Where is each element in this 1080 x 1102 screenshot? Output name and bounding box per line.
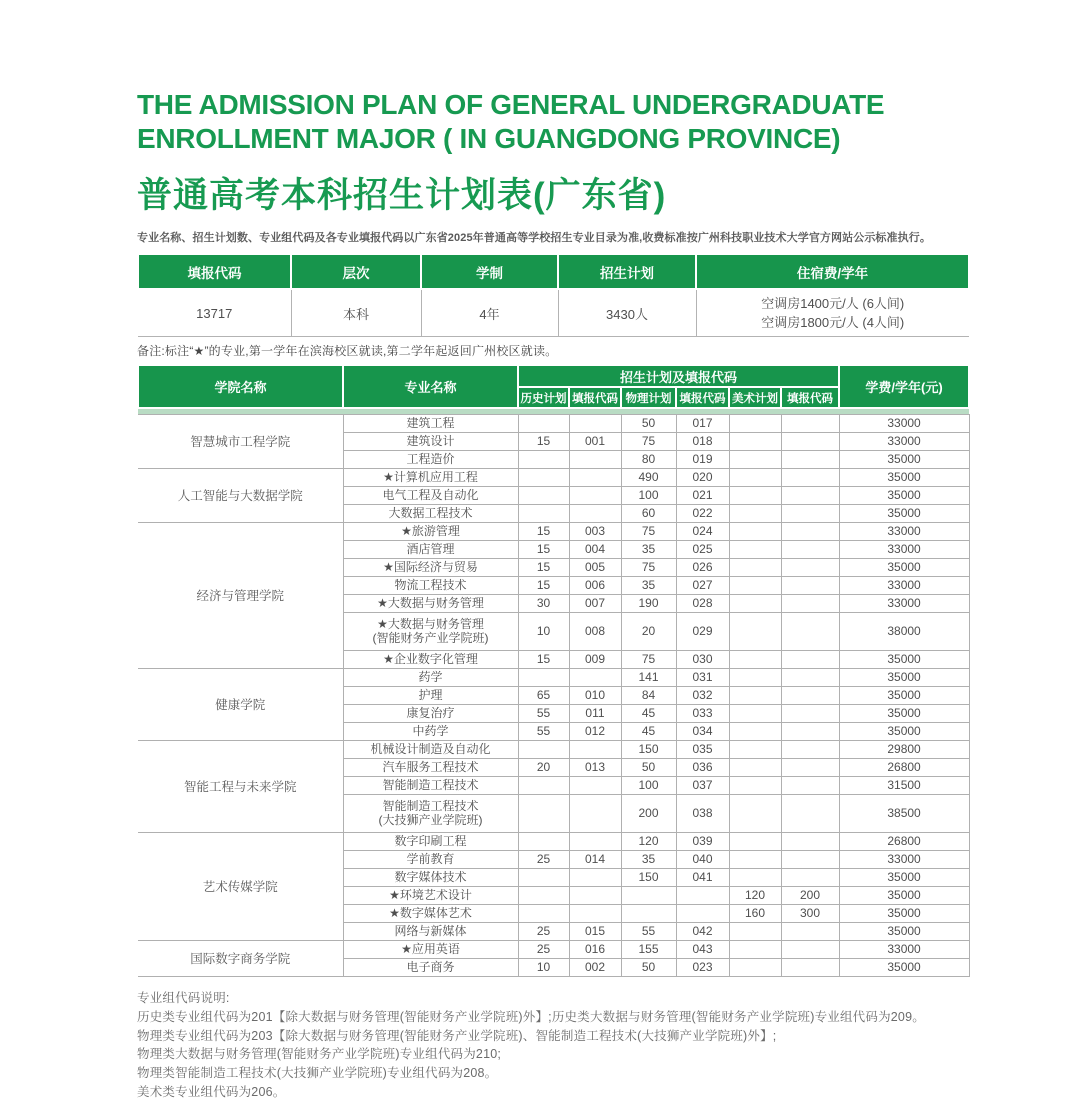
history-code-cell: 011 (569, 705, 621, 723)
info-header-housing: 住宿费/学年 (696, 254, 969, 289)
history-plan-cell: 15 (518, 541, 569, 559)
art-plan-cell (729, 795, 781, 833)
history-code-cell: 004 (569, 541, 621, 559)
physics-plan-cell: 35 (621, 541, 676, 559)
history-plan-cell: 15 (518, 651, 569, 669)
footnote-line: 美术类专业组代码为206。 (137, 1084, 286, 1099)
history-plan-cell (518, 505, 569, 523)
history-code-cell: 003 (569, 523, 621, 541)
tuition-cell: 35000 (839, 905, 969, 923)
college-name-cell: 艺术传媒学院 (138, 833, 343, 941)
physics-code-cell: 020 (676, 469, 729, 487)
history-code-cell (569, 415, 621, 433)
tuition-cell: 35000 (839, 887, 969, 905)
info-header-level: 层次 (291, 254, 421, 289)
major-name-cell: 物流工程技术 (343, 577, 518, 595)
major-name-cell: 大数据工程技术 (343, 505, 518, 523)
major-name-cell: 智能制造工程技术 (343, 777, 518, 795)
art-code-cell: 200 (781, 887, 839, 905)
history-code-cell: 009 (569, 651, 621, 669)
table-row (138, 523, 969, 541)
art-code-cell (781, 723, 839, 741)
info-table (137, 253, 970, 337)
info-header-duration: 学制 (421, 254, 558, 289)
history-code-cell: 013 (569, 759, 621, 777)
art-code-cell (781, 541, 839, 559)
physics-code-cell: 025 (676, 541, 729, 559)
major-name-cell: 电子商务 (343, 959, 518, 977)
art-plan-cell (729, 487, 781, 505)
subtitle-note: 专业名称、招生计划数、专业组代码及各专业填报代码以广东省2025年普通高等学校招生专业目录为准,收费标准按广州科技职业技术大学官方网站公示标准执行。 (137, 232, 931, 245)
physics-code-cell: 023 (676, 959, 729, 977)
tuition-cell: 33000 (839, 541, 969, 559)
physics-code-cell: 028 (676, 595, 729, 613)
physics-code-cell: 026 (676, 559, 729, 577)
art-code-cell (781, 669, 839, 687)
major-name-cell: ★大数据与财务管理 (智能财务产业学院班) (343, 613, 518, 651)
history-plan-cell: 15 (518, 433, 569, 451)
art-code-cell (781, 433, 839, 451)
art-plan-cell (729, 777, 781, 795)
major-name-cell: ★企业数字化管理 (343, 651, 518, 669)
footnote-line: 专业组代码说明: (137, 991, 230, 1006)
tuition-cell: 29800 (839, 741, 969, 759)
footnote-line: 物理类智能制造工程技术(大技狮产业学院班)专业组代码为208。 (137, 1066, 498, 1081)
tuition-cell: 33000 (839, 577, 969, 595)
history-plan-cell (518, 795, 569, 833)
tuition-cell: 35000 (839, 469, 969, 487)
history-plan-cell: 65 (518, 687, 569, 705)
tuition-cell: 35000 (839, 505, 969, 523)
art-code-cell (781, 415, 839, 433)
history-plan-cell: 10 (518, 613, 569, 651)
art-plan-cell (729, 687, 781, 705)
physics-plan-cell: 100 (621, 487, 676, 505)
history-code-cell: 010 (569, 687, 621, 705)
table-row (138, 833, 969, 851)
history-code-cell (569, 777, 621, 795)
art-code-cell (781, 687, 839, 705)
college-name-cell: 国际数字商务学院 (138, 941, 343, 977)
major-name-cell: 建筑设计 (343, 433, 518, 451)
history-plan-cell (518, 905, 569, 923)
college-name-cell: 健康学院 (138, 669, 343, 741)
history-code-cell: 005 (569, 559, 621, 577)
physics-plan-cell: 60 (621, 505, 676, 523)
tuition-cell: 35000 (839, 669, 969, 687)
tuition-cell: 35000 (839, 869, 969, 887)
major-name-cell: ★数字媒体艺术 (343, 905, 518, 923)
info-code-cell: 13717 (138, 289, 291, 337)
info-table-value-row (138, 289, 969, 337)
history-plan-cell (518, 777, 569, 795)
art-code-cell (781, 795, 839, 833)
physics-code-cell: 031 (676, 669, 729, 687)
history-plan-cell: 55 (518, 723, 569, 741)
art-code-cell (781, 923, 839, 941)
page-content (137, 0, 968, 1102)
tuition-cell: 35000 (839, 651, 969, 669)
physics-plan-cell: 190 (621, 595, 676, 613)
physics-code-cell: 017 (676, 415, 729, 433)
info-level-cell: 本科 (291, 289, 421, 337)
header-college: 学院名称 (138, 365, 343, 408)
footnote-line: 物理类大数据与财务管理(智能财务产业学院班)专业组代码为210; (137, 1047, 502, 1062)
art-code-cell (781, 705, 839, 723)
art-plan-cell: 160 (729, 905, 781, 923)
history-plan-cell: 15 (518, 523, 569, 541)
physics-plan-cell: 75 (621, 523, 676, 541)
physics-code-cell: 034 (676, 723, 729, 741)
art-plan-cell (729, 559, 781, 577)
tuition-cell: 35000 (839, 959, 969, 977)
art-plan-cell (729, 759, 781, 777)
art-code-cell (781, 777, 839, 795)
art-plan-cell (729, 415, 781, 433)
physics-plan-cell: 84 (621, 687, 676, 705)
art-code-cell (781, 595, 839, 613)
art-plan-cell (729, 741, 781, 759)
physics-plan-cell: 75 (621, 559, 676, 577)
tuition-cell: 35000 (839, 687, 969, 705)
major-name-cell: ★大数据与财务管理 (343, 595, 518, 613)
physics-plan-cell: 20 (621, 613, 676, 651)
history-plan-cell (518, 469, 569, 487)
art-code-cell (781, 833, 839, 851)
art-code-cell (781, 741, 839, 759)
major-name-cell: 工程造价 (343, 451, 518, 469)
header-tuition: 学费/学年(元) (839, 365, 969, 408)
art-code-cell (781, 869, 839, 887)
history-plan-cell: 20 (518, 759, 569, 777)
art-plan-cell: 120 (729, 887, 781, 905)
physics-code-cell: 018 (676, 433, 729, 451)
physics-plan-cell: 75 (621, 433, 676, 451)
history-code-cell (569, 833, 621, 851)
art-plan-cell (729, 833, 781, 851)
art-plan-cell (729, 869, 781, 887)
history-code-cell (569, 887, 621, 905)
physics-plan-cell: 45 (621, 723, 676, 741)
history-code-cell (569, 451, 621, 469)
page-title-english-line1: THE ADMISSION PLAN OF GENERAL UNDERGRADUATE (137, 89, 885, 120)
tuition-cell: 33000 (839, 433, 969, 451)
art-plan-cell (729, 577, 781, 595)
art-code-cell (781, 559, 839, 577)
history-plan-cell (518, 669, 569, 687)
footnotes (137, 989, 968, 1102)
physics-code-cell: 043 (676, 941, 729, 959)
table-row (138, 941, 969, 959)
physics-plan-cell (621, 887, 676, 905)
info-table-header-row (138, 254, 969, 289)
tuition-cell: 33000 (839, 851, 969, 869)
art-plan-cell (729, 451, 781, 469)
info-housing-cell (696, 289, 969, 337)
physics-plan-cell: 200 (621, 795, 676, 833)
tuition-cell: 33000 (839, 595, 969, 613)
tuition-cell: 26800 (839, 833, 969, 851)
page-title-english-line2: ENROLLMENT MAJOR ( IN GUANGDONG PROVINCE) (137, 122, 841, 154)
main-table (137, 364, 970, 977)
tuition-cell: 35000 (839, 923, 969, 941)
header-major: 专业名称 (343, 365, 518, 408)
art-code-cell (781, 523, 839, 541)
tuition-cell: 35000 (839, 559, 969, 577)
history-plan-cell: 25 (518, 941, 569, 959)
major-name-cell: ★旅游管理 (343, 523, 518, 541)
major-name-cell: 智能制造工程技术 (大技狮产业学院班) (343, 795, 518, 833)
art-code-cell (781, 959, 839, 977)
header-physics-code: 填报代码 (676, 387, 729, 408)
physics-code-cell: 029 (676, 613, 729, 651)
physics-code-cell: 036 (676, 759, 729, 777)
tuition-cell: 35000 (839, 705, 969, 723)
tuition-cell: 35000 (839, 451, 969, 469)
history-code-cell (569, 905, 621, 923)
art-plan-cell (729, 959, 781, 977)
major-name-cell: ★应用英语 (343, 941, 518, 959)
housing-line1: 空调房1400元/人 (6人间) (761, 295, 905, 311)
history-code-cell: 015 (569, 923, 621, 941)
art-plan-cell (729, 723, 781, 741)
physics-code-cell: 022 (676, 505, 729, 523)
tuition-cell: 38000 (839, 613, 969, 651)
art-code-cell (781, 577, 839, 595)
physics-code-cell: 030 (676, 651, 729, 669)
info-header-code: 填报代码 (138, 254, 291, 289)
physics-code-cell: 019 (676, 451, 729, 469)
major-name-cell: 中药学 (343, 723, 518, 741)
physics-code-cell: 027 (676, 577, 729, 595)
art-plan-cell (729, 705, 781, 723)
physics-plan-cell: 75 (621, 651, 676, 669)
history-plan-cell: 25 (518, 923, 569, 941)
footnote-line: 物理类专业组代码为203【除大数据与财务管理(智能财务产业学院班)、智能制造工程技术(大技狮产业学院班)外】; (137, 1028, 777, 1043)
history-code-cell: 016 (569, 941, 621, 959)
history-code-cell: 007 (569, 595, 621, 613)
physics-plan-cell: 50 (621, 959, 676, 977)
header-art-code: 填报代码 (781, 387, 839, 408)
footnote-line: 历史类专业组代码为201【除大数据与财务管理(智能财务产业学院班)外】;历史类大数据与财务管理(智能财务产业学院班)专业组代码为209。 (137, 1009, 925, 1024)
history-plan-cell: 10 (518, 959, 569, 977)
remark-note: 备注:标注“★”的专业,第一学年在滨海校区就读,第二学年起返回广州校区就读。 (137, 344, 558, 359)
major-name-cell: 学前教育 (343, 851, 518, 869)
housing-text (761, 294, 904, 333)
physics-plan-cell: 120 (621, 833, 676, 851)
physics-plan-cell: 155 (621, 941, 676, 959)
major-name-cell: 康复治疗 (343, 705, 518, 723)
history-plan-cell: 55 (518, 705, 569, 723)
art-code-cell (781, 941, 839, 959)
history-code-cell: 001 (569, 433, 621, 451)
history-code-cell: 008 (569, 613, 621, 651)
physics-plan-cell (621, 905, 676, 923)
table-row (138, 469, 969, 487)
major-name-cell: 电气工程及自动化 (343, 487, 518, 505)
art-code-cell: 300 (781, 905, 839, 923)
art-plan-cell (729, 613, 781, 651)
physics-code-cell: 021 (676, 487, 729, 505)
housing-line2: 空调房1800元/人 (4人间) (761, 315, 905, 331)
header-history-plan: 历史计划 (518, 387, 569, 408)
physics-code-cell: 042 (676, 923, 729, 941)
physics-plan-cell: 150 (621, 741, 676, 759)
major-name-cell: 汽车服务工程技术 (343, 759, 518, 777)
history-code-cell (569, 795, 621, 833)
history-code-cell: 012 (569, 723, 621, 741)
physics-plan-cell: 50 (621, 759, 676, 777)
tuition-cell: 33000 (839, 941, 969, 959)
physics-code-cell (676, 905, 729, 923)
table-row (138, 741, 969, 759)
major-name-cell: 网络与新媒体 (343, 923, 518, 941)
physics-code-cell: 039 (676, 833, 729, 851)
page-title-chinese: 普通高考本科招生计划表(广东省) (137, 176, 667, 216)
physics-code-cell: 037 (676, 777, 729, 795)
art-plan-cell (729, 923, 781, 941)
history-plan-cell: 15 (518, 577, 569, 595)
physics-code-cell: 035 (676, 741, 729, 759)
major-name-cell: 护理 (343, 687, 518, 705)
history-code-cell: 014 (569, 851, 621, 869)
info-header-plan: 招生计划 (558, 254, 696, 289)
art-code-cell (781, 469, 839, 487)
physics-plan-cell: 80 (621, 451, 676, 469)
art-plan-cell (729, 595, 781, 613)
header-plan-codes-group: 招生计划及填报代码 (518, 365, 839, 387)
physics-plan-cell: 45 (621, 705, 676, 723)
header-physics-plan: 物理计划 (621, 387, 676, 408)
physics-code-cell: 041 (676, 869, 729, 887)
major-name-cell: 数字媒体技术 (343, 869, 518, 887)
header-history-code: 填报代码 (569, 387, 621, 408)
major-name-cell: 机械设计制造及自动化 (343, 741, 518, 759)
physics-code-cell: 038 (676, 795, 729, 833)
art-plan-cell (729, 469, 781, 487)
physics-plan-cell: 141 (621, 669, 676, 687)
table-row (138, 669, 969, 687)
physics-plan-cell: 150 (621, 869, 676, 887)
history-plan-cell (518, 887, 569, 905)
college-name-cell: 人工智能与大数据学院 (138, 469, 343, 523)
tuition-cell: 35000 (839, 487, 969, 505)
physics-plan-cell: 35 (621, 851, 676, 869)
history-code-cell (569, 669, 621, 687)
art-plan-cell (729, 433, 781, 451)
history-code-cell (569, 469, 621, 487)
physics-code-cell: 040 (676, 851, 729, 869)
major-name-cell: 药学 (343, 669, 518, 687)
physics-plan-cell: 490 (621, 469, 676, 487)
history-plan-cell: 30 (518, 595, 569, 613)
physics-plan-cell: 100 (621, 777, 676, 795)
table-row (138, 415, 969, 433)
info-plan-cell: 3430人 (558, 289, 696, 337)
history-plan-cell: 15 (518, 559, 569, 577)
art-code-cell (781, 651, 839, 669)
main-table-header (138, 365, 969, 415)
art-code-cell (781, 487, 839, 505)
physics-code-cell (676, 887, 729, 905)
history-plan-cell (518, 415, 569, 433)
college-name-cell: 经济与管理学院 (138, 523, 343, 669)
major-name-cell: 酒店管理 (343, 541, 518, 559)
art-plan-cell (729, 541, 781, 559)
history-plan-cell (518, 451, 569, 469)
art-plan-cell (729, 669, 781, 687)
art-plan-cell (729, 941, 781, 959)
tuition-cell: 38500 (839, 795, 969, 833)
art-plan-cell (729, 505, 781, 523)
history-plan-cell (518, 741, 569, 759)
history-plan-cell: 25 (518, 851, 569, 869)
tuition-cell: 26800 (839, 759, 969, 777)
tuition-cell: 31500 (839, 777, 969, 795)
header-art-plan: 美术计划 (729, 387, 781, 408)
art-code-cell (781, 851, 839, 869)
history-plan-cell (518, 833, 569, 851)
physics-code-cell: 032 (676, 687, 729, 705)
page-title-english (137, 88, 968, 155)
major-name-cell: 建筑工程 (343, 415, 518, 433)
tuition-cell: 35000 (839, 723, 969, 741)
physics-code-cell: 024 (676, 523, 729, 541)
history-code-cell: 006 (569, 577, 621, 595)
college-name-cell: 智能工程与未来学院 (138, 741, 343, 833)
physics-plan-cell: 55 (621, 923, 676, 941)
history-code-cell (569, 505, 621, 523)
history-code-cell (569, 741, 621, 759)
college-name-cell: 智慧城市工程学院 (138, 415, 343, 469)
art-plan-cell (729, 651, 781, 669)
info-duration-cell: 4年 (421, 289, 558, 337)
tuition-cell: 33000 (839, 523, 969, 541)
history-plan-cell (518, 869, 569, 887)
art-plan-cell (729, 523, 781, 541)
art-code-cell (781, 451, 839, 469)
art-plan-cell (729, 851, 781, 869)
physics-plan-cell: 35 (621, 577, 676, 595)
major-name-cell: ★国际经济与贸易 (343, 559, 518, 577)
history-code-cell (569, 869, 621, 887)
history-plan-cell (518, 487, 569, 505)
tuition-cell: 33000 (839, 415, 969, 433)
major-name-cell: ★计算机应用工程 (343, 469, 518, 487)
history-code-cell (569, 487, 621, 505)
physics-plan-cell: 50 (621, 415, 676, 433)
main-table-body (138, 415, 969, 977)
art-code-cell (781, 505, 839, 523)
major-name-cell: 数字印刷工程 (343, 833, 518, 851)
art-code-cell (781, 759, 839, 777)
major-name-cell: ★环境艺术设计 (343, 887, 518, 905)
art-code-cell (781, 613, 839, 651)
history-code-cell: 002 (569, 959, 621, 977)
physics-code-cell: 033 (676, 705, 729, 723)
